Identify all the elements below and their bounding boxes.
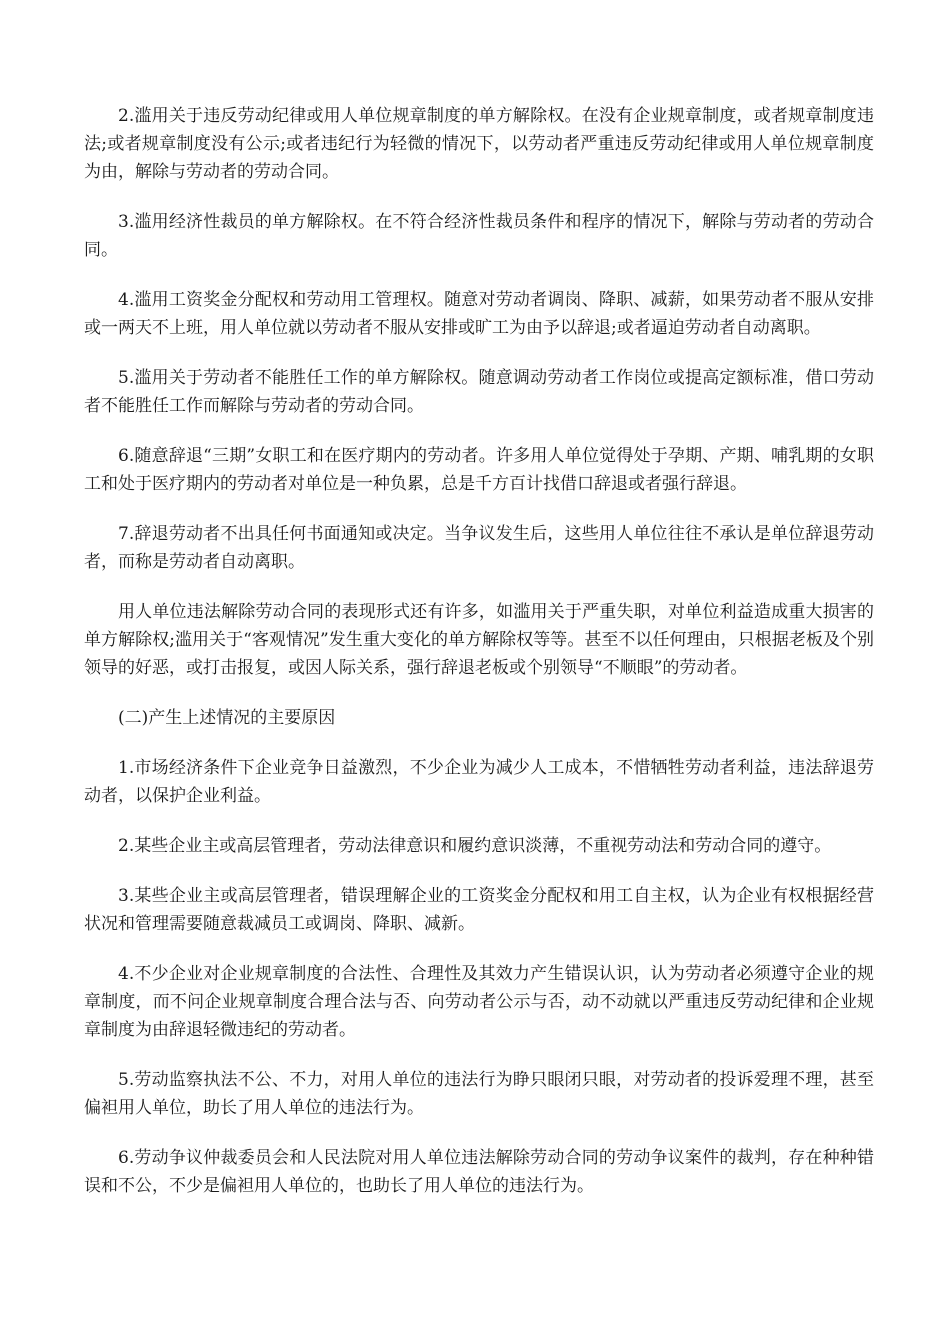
paragraph-item-7-no-written-notice: 7.辞退劳动者不出具任何书面通知或决定。当争议发生后，这些用人单位往往不承认是单位辞退劳动者，而称是劳动者自动离职。 (84, 524, 874, 572)
document-body (84, 102, 874, 1222)
paragraph-cause-2: 2.某些企业主或高层管理者，劳动法律意识和履约意识淡薄，不重视劳动法和劳动合同的遵守。 (118, 836, 832, 856)
paragraph-cause-1: 1.市场经济条件下企业竞争日益激烈，不少企业为减少人工成本，不惜牺牲劳动者利益，违法辞退劳动者，以保护企业利益。 (84, 758, 874, 806)
section-heading-causes: (二)产生上述情况的主要原因 (118, 708, 336, 728)
paragraph-item-5-incompetence: 5.滥用关于劳动者不能胜任工作的单方解除权。随意调动劳动者工作岗位或提高定额标准，借口劳动者不能胜任工作而解除与劳动者的劳动合同。 (84, 368, 874, 416)
paragraph-item-4-wage-management: 4.滥用工资奖金分配权和劳动用工管理权。随意对劳动者调岗、降职、减薪，如果劳动者不服从安排或一两天不上班，用人单位就以劳动者不服从安排或旷工为由予以辞退;或者逼迫劳动者自动离职。 (84, 290, 874, 338)
paragraph-item-2-unilateral-termination: 2.滥用关于违反劳动纪律或用人单位规章制度的单方解除权。在没有企业规章制度，或者规章制度违法;或者规章制度没有公示;或者违纪行为轻微的情况下，以劳动者严重违反劳动纪律或用人单位规章制度为由，解除与劳动者的劳动合同。 (84, 106, 874, 182)
paragraph-cause-5: 5.劳动监察执法不公、不力，对用人单位的违法行为睁只眼闭只眼，对劳动者的投诉爱理不理，甚至偏袒用人单位，助长了用人单位的违法行为。 (84, 1070, 874, 1118)
paragraph-cause-6: 6.劳动争议仲裁委员会和人民法院对用人单位违法解除劳动合同的劳动争议案件的裁判，存在种种错误和不公，不少是偏袒用人单位的，也助长了用人单位的违法行为。 (84, 1148, 874, 1196)
paragraph-item-6-three-periods: 6.随意辞退“三期”女职工和在医疗期内的劳动者。许多用人单位觉得处于孕期、产期、哺乳期的女职工和处于医疗期内的劳动者对单位是一种负累，总是千方百计找借口辞退或者强行辞退。 (84, 446, 874, 494)
paragraph-other-forms: 用人单位违法解除劳动合同的表现形式还有许多，如滥用关于严重失职，对单位利益造成重大损害的单方解除权;滥用关于“客观情况”发生重大变化的单方解除权等等。甚至不以任何理由，只根据老板及个别领导的好恶，或打击报复，或因人际关系，强行辞退老板或个别领导“不顺眼”的劳动者。 (84, 602, 874, 678)
paragraph-item-3-economic-layoff: 3.滥用经济性裁员的单方解除权。在不符合经济性裁员条件和程序的情况下，解除与劳动者的劳动合同。 (84, 212, 874, 260)
paragraph-cause-3: 3.某些企业主或高层管理者，错误理解企业的工资奖金分配权和用工自主权，认为企业有权根据经营状况和管理需要随意裁减员工或调岗、降职、减新。 (84, 886, 874, 934)
paragraph-cause-4: 4.不少企业对企业规章制度的合法性、合理性及其效力产生错误认识，认为劳动者必须遵守企业的规章制度，而不问企业规章制度合理合法与否、向劳动者公示与否，动不动就以严重违反劳动纪律和企业规章制度为由辞退轻微违纪的劳动者。 (84, 964, 874, 1040)
